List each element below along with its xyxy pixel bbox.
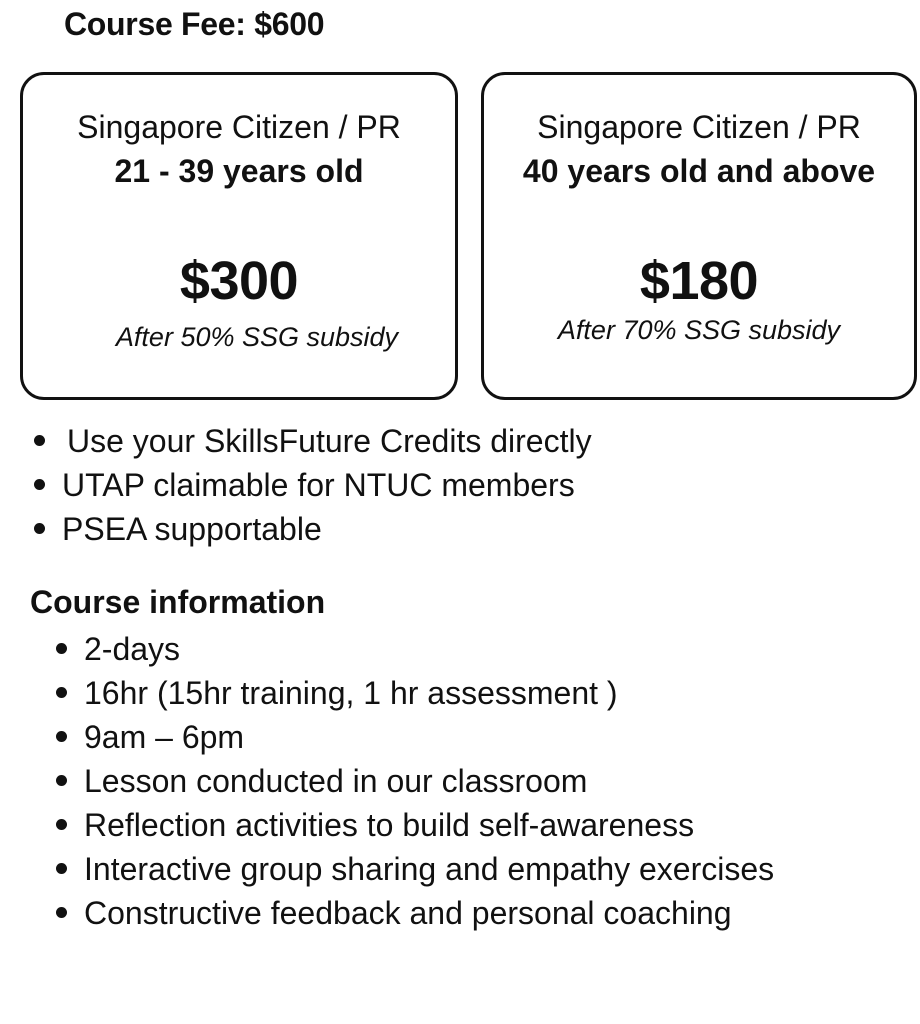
list-item-text: PSEA supportable — [62, 511, 322, 547]
bullet-icon — [56, 907, 67, 918]
bullet-icon — [56, 687, 67, 698]
list-item — [56, 671, 916, 715]
card-age-range: 40 years old and above — [522, 153, 876, 189]
list-item-text: Interactive group sharing and empathy exercises — [84, 851, 775, 887]
bullet-icon — [56, 775, 67, 786]
list-item-text: 16hr (15hr training, 1 hr assessment ) — [84, 675, 618, 711]
list-item — [34, 419, 894, 463]
bullet-icon — [56, 643, 67, 654]
card-price: $180 — [639, 251, 759, 311]
bullet-icon — [56, 731, 67, 742]
list-item-text: 2-days — [84, 631, 181, 667]
list-item — [56, 715, 916, 759]
list-item-text: Use your SkillsFuture Credits directly — [67, 423, 592, 459]
course-fee-heading: Course Fee: $600 — [64, 6, 325, 42]
course-information-list — [56, 627, 916, 935]
bullet-icon — [34, 435, 45, 446]
card-eligibility: Singapore Citizen / PR — [77, 109, 401, 145]
list-item-text: Constructive feedback and personal coaching — [84, 895, 732, 931]
bullet-icon — [56, 819, 67, 830]
funding-benefits-list — [34, 419, 894, 551]
list-item — [56, 759, 916, 803]
card-price: $300 — [179, 251, 299, 311]
bullet-icon — [34, 523, 45, 534]
list-item — [34, 463, 894, 507]
card-eligibility: Singapore Citizen / PR — [537, 109, 861, 145]
list-item — [56, 847, 916, 891]
card-subsidy-note: After 70% SSG subsidy — [557, 315, 841, 345]
course-information-heading: Course information — [30, 584, 326, 620]
bullet-icon — [56, 863, 67, 874]
list-item — [34, 507, 894, 551]
pricing-card-40-above — [481, 72, 917, 400]
list-item — [56, 891, 916, 935]
list-item-text: UTAP claimable for NTUC members — [62, 467, 575, 503]
list-item-text: Reflection activities to build self-awareness — [84, 807, 695, 843]
pricing-card-21-39 — [20, 72, 458, 400]
list-item — [56, 803, 916, 847]
card-age-range: 21 - 39 years old — [114, 153, 364, 189]
bullet-icon — [34, 479, 45, 490]
list-item-text: 9am – 6pm — [84, 719, 245, 755]
card-subsidy-note: After 50% SSG subsidy — [115, 322, 399, 352]
list-item-text: Lesson conducted in our classroom — [84, 763, 588, 799]
list-item — [56, 627, 916, 671]
